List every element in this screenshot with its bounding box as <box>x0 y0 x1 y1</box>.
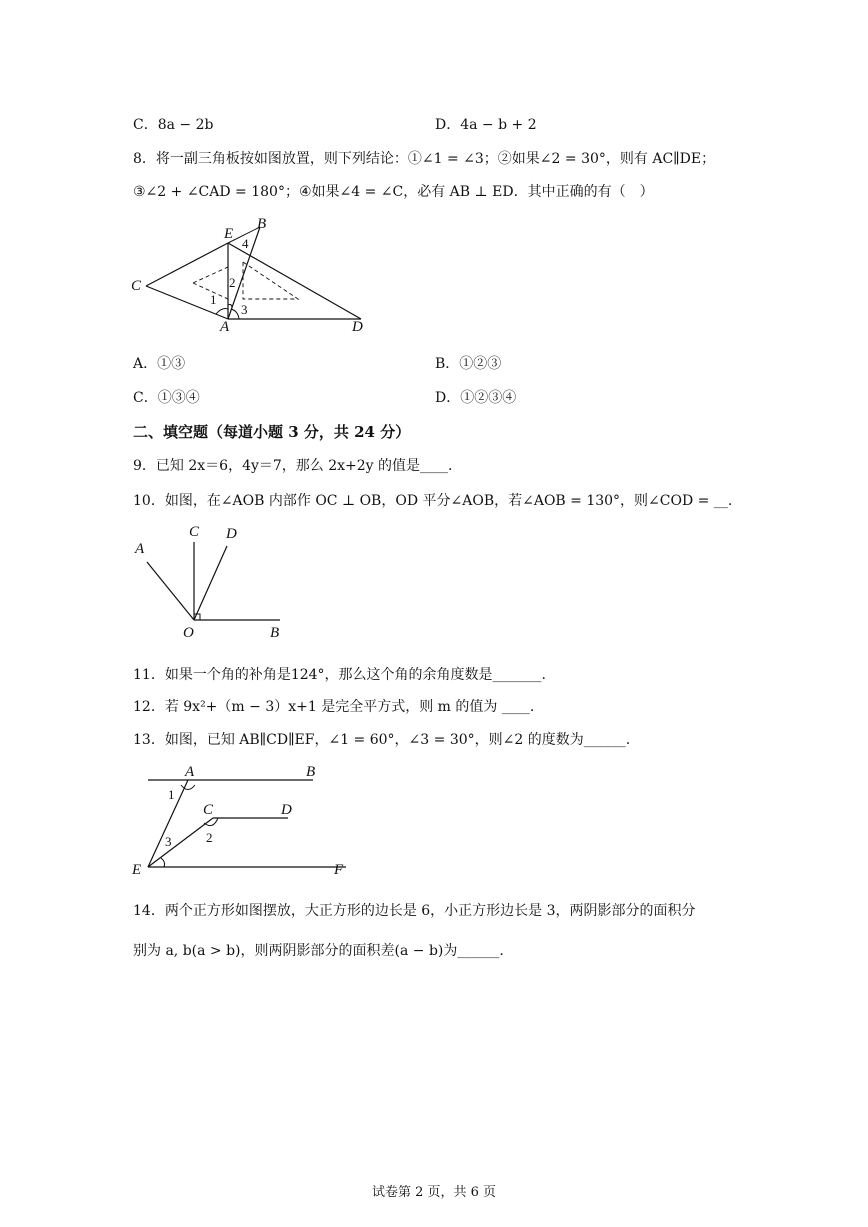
q8-label-e: E <box>224 226 234 242</box>
q8-option-a: A．①③ <box>133 356 186 372</box>
q8-label-3: 3 <box>241 302 248 317</box>
q8-label-d: D <box>352 319 363 335</box>
q8-option-c: C．①③④ <box>133 390 200 406</box>
q10-label-b: B <box>270 625 280 641</box>
q10-label-a: A <box>135 541 145 557</box>
page-footer: 试卷第 2 页，共 6 页 <box>371 1185 497 1200</box>
q13-label-c: C <box>203 802 214 818</box>
q13-label-b: B <box>306 764 316 780</box>
q8-stem-line2: ③∠2 + ∠CAD = 180°；④如果∠4 = ∠C，必有 AB ⊥ ED．其中正确的有（ ） <box>133 184 654 200</box>
q8-option-b: B．①②③ <box>435 356 502 372</box>
q10-label-d: D <box>226 526 237 542</box>
q10-label-o: O <box>183 625 194 641</box>
q8-label-a: A <box>220 319 230 335</box>
q10-figure <box>130 520 290 645</box>
q8-label-b: B <box>257 216 267 232</box>
q9-stem: 9．已知 2x＝6，4y＝7，那么 2x+2y 的值是____. <box>133 458 453 474</box>
q8-stem-line1: 8．将一副三角板按如图放置，则下列结论：①∠1 = ∠3；②如果∠2 = 30°，则有 AC∥DE； <box>133 151 716 167</box>
q13-label-3: 3 <box>165 834 172 849</box>
q13-label-f: F <box>334 862 344 878</box>
q10-label-c: C <box>189 524 200 540</box>
q13-label-1: 1 <box>168 787 175 802</box>
q11-stem: 11．如果一个角的补角是124°，那么这个角的余角度数是_______. <box>133 667 546 683</box>
q13-label-a: A <box>185 764 195 780</box>
q13-label-2: 2 <box>206 830 213 845</box>
q10-stem: 10．如图，在∠AOB 内部作 OC ⊥ OB，OD 平分∠AOB，若∠AOB = 130°，则∠COD = __. <box>133 493 733 509</box>
q14-stem-line1: 14．两个正方形如图摆放，大正方形的边长是 6，小正方形边长是 3，两阴影部分的面积分 <box>133 903 696 919</box>
q12-stem: 12．若 9x²+（m − 3）x+1 是完全平方式，则 m 的值为 ____. <box>133 699 535 715</box>
q8-label-c: C <box>131 278 142 294</box>
q13-label-e: E <box>132 862 142 878</box>
q13-figure <box>128 760 358 880</box>
q8-option-d: D．①②③④ <box>435 390 517 406</box>
q7-option-c: C．8a − 2b <box>133 117 214 133</box>
q8-label-4: 4 <box>242 236 249 251</box>
q8-label-2: 2 <box>229 275 236 290</box>
q8-figure <box>128 215 378 340</box>
q8-label-1: 1 <box>210 292 217 307</box>
q13-label-d: D <box>281 802 292 818</box>
q13-stem: 13．如图，已知 AB∥CD∥EF，∠1 = 60°，∠3 = 30°，则∠2 的度数为______. <box>133 732 631 748</box>
section-heading: 二、填空题（每道小题 3 分，共 24 分） <box>133 423 411 441</box>
q7-option-d: D．4a − b + 2 <box>435 117 537 133</box>
q14-stem-line2: 别为 a, b(a > b)，则两阴影部分的面积差(a − b)为______. <box>133 943 504 959</box>
